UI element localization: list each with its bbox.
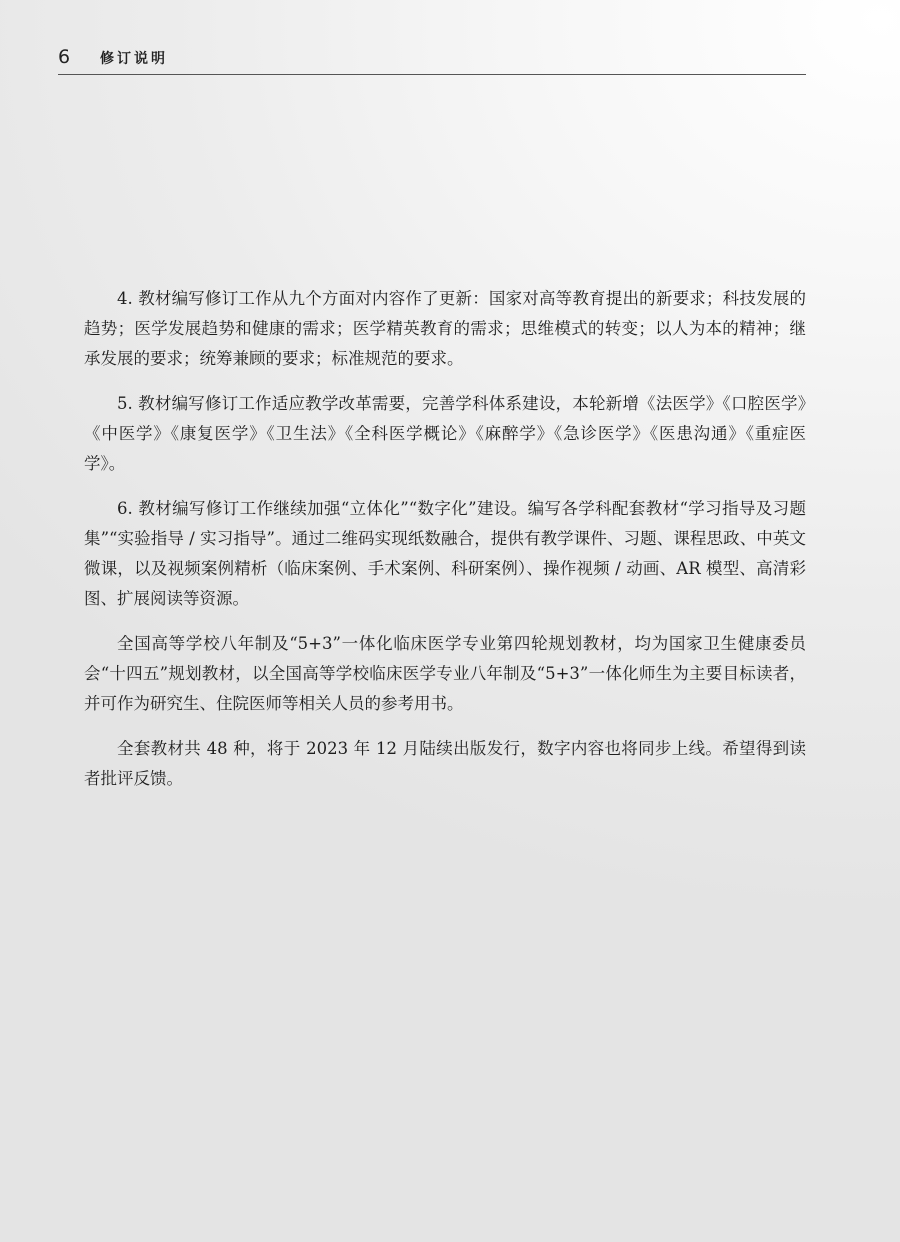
paragraph-publication: 全套教材共 48 种，将于 2023 年 12 月陆续出版发行，数字内容也将同步上线。希望得到读者批评反馈。 bbox=[84, 739, 806, 788]
section-title: 修订说明 bbox=[100, 51, 168, 67]
paragraph-item-6: 6. 教材编写修订工作继续加强“立体化”“数字化”建设。编写各学科配套教材“学习指导及习题集”“实验指导 / 实习指导”。通过二维码实现纸数融合，提供有教学课件、习题、课程思政、中英文微课，以及视频案例精析（临床案例、手术案例、科研案例）、操作视频 / 动画、AR 模型、高清彩图、扩展阅读等资源。 bbox=[84, 499, 806, 608]
paragraph-target-readers: 全国高等学校八年制及“5+3”一体化临床医学专业第四轮规划教材，均为国家卫生健康委员会“十四五”规划教材，以全国高等学校临床医学专业八年制及“5+3”一体化师生为主要目标读者，并可作为研究生、住院医师等相关人员的参考用书。 bbox=[84, 634, 806, 713]
body-text bbox=[84, 284, 806, 809]
paragraph-item-4: 4. 教材编写修订工作从九个方面对内容作了更新：国家对高等教育提出的新要求；科技发展的趋势；医学发展趋势和健康的需求；医学精英教育的需求；思维模式的转变；以人为本的精神；继承发展的要求；统筹兼顾的要求；标准规范的要求。 bbox=[84, 289, 806, 368]
page-number: 6 bbox=[58, 46, 71, 68]
page-header bbox=[58, 48, 806, 75]
paragraph-item-5: 5. 教材编写修订工作适应教学改革需要，完善学科体系建设，本轮新增《法医学》《口腔医学》《中医学》《康复医学》《卫生法》《全科医学概论》《麻醉学》《急诊医学》《医患沟通》《重症医学》。 bbox=[84, 394, 806, 473]
